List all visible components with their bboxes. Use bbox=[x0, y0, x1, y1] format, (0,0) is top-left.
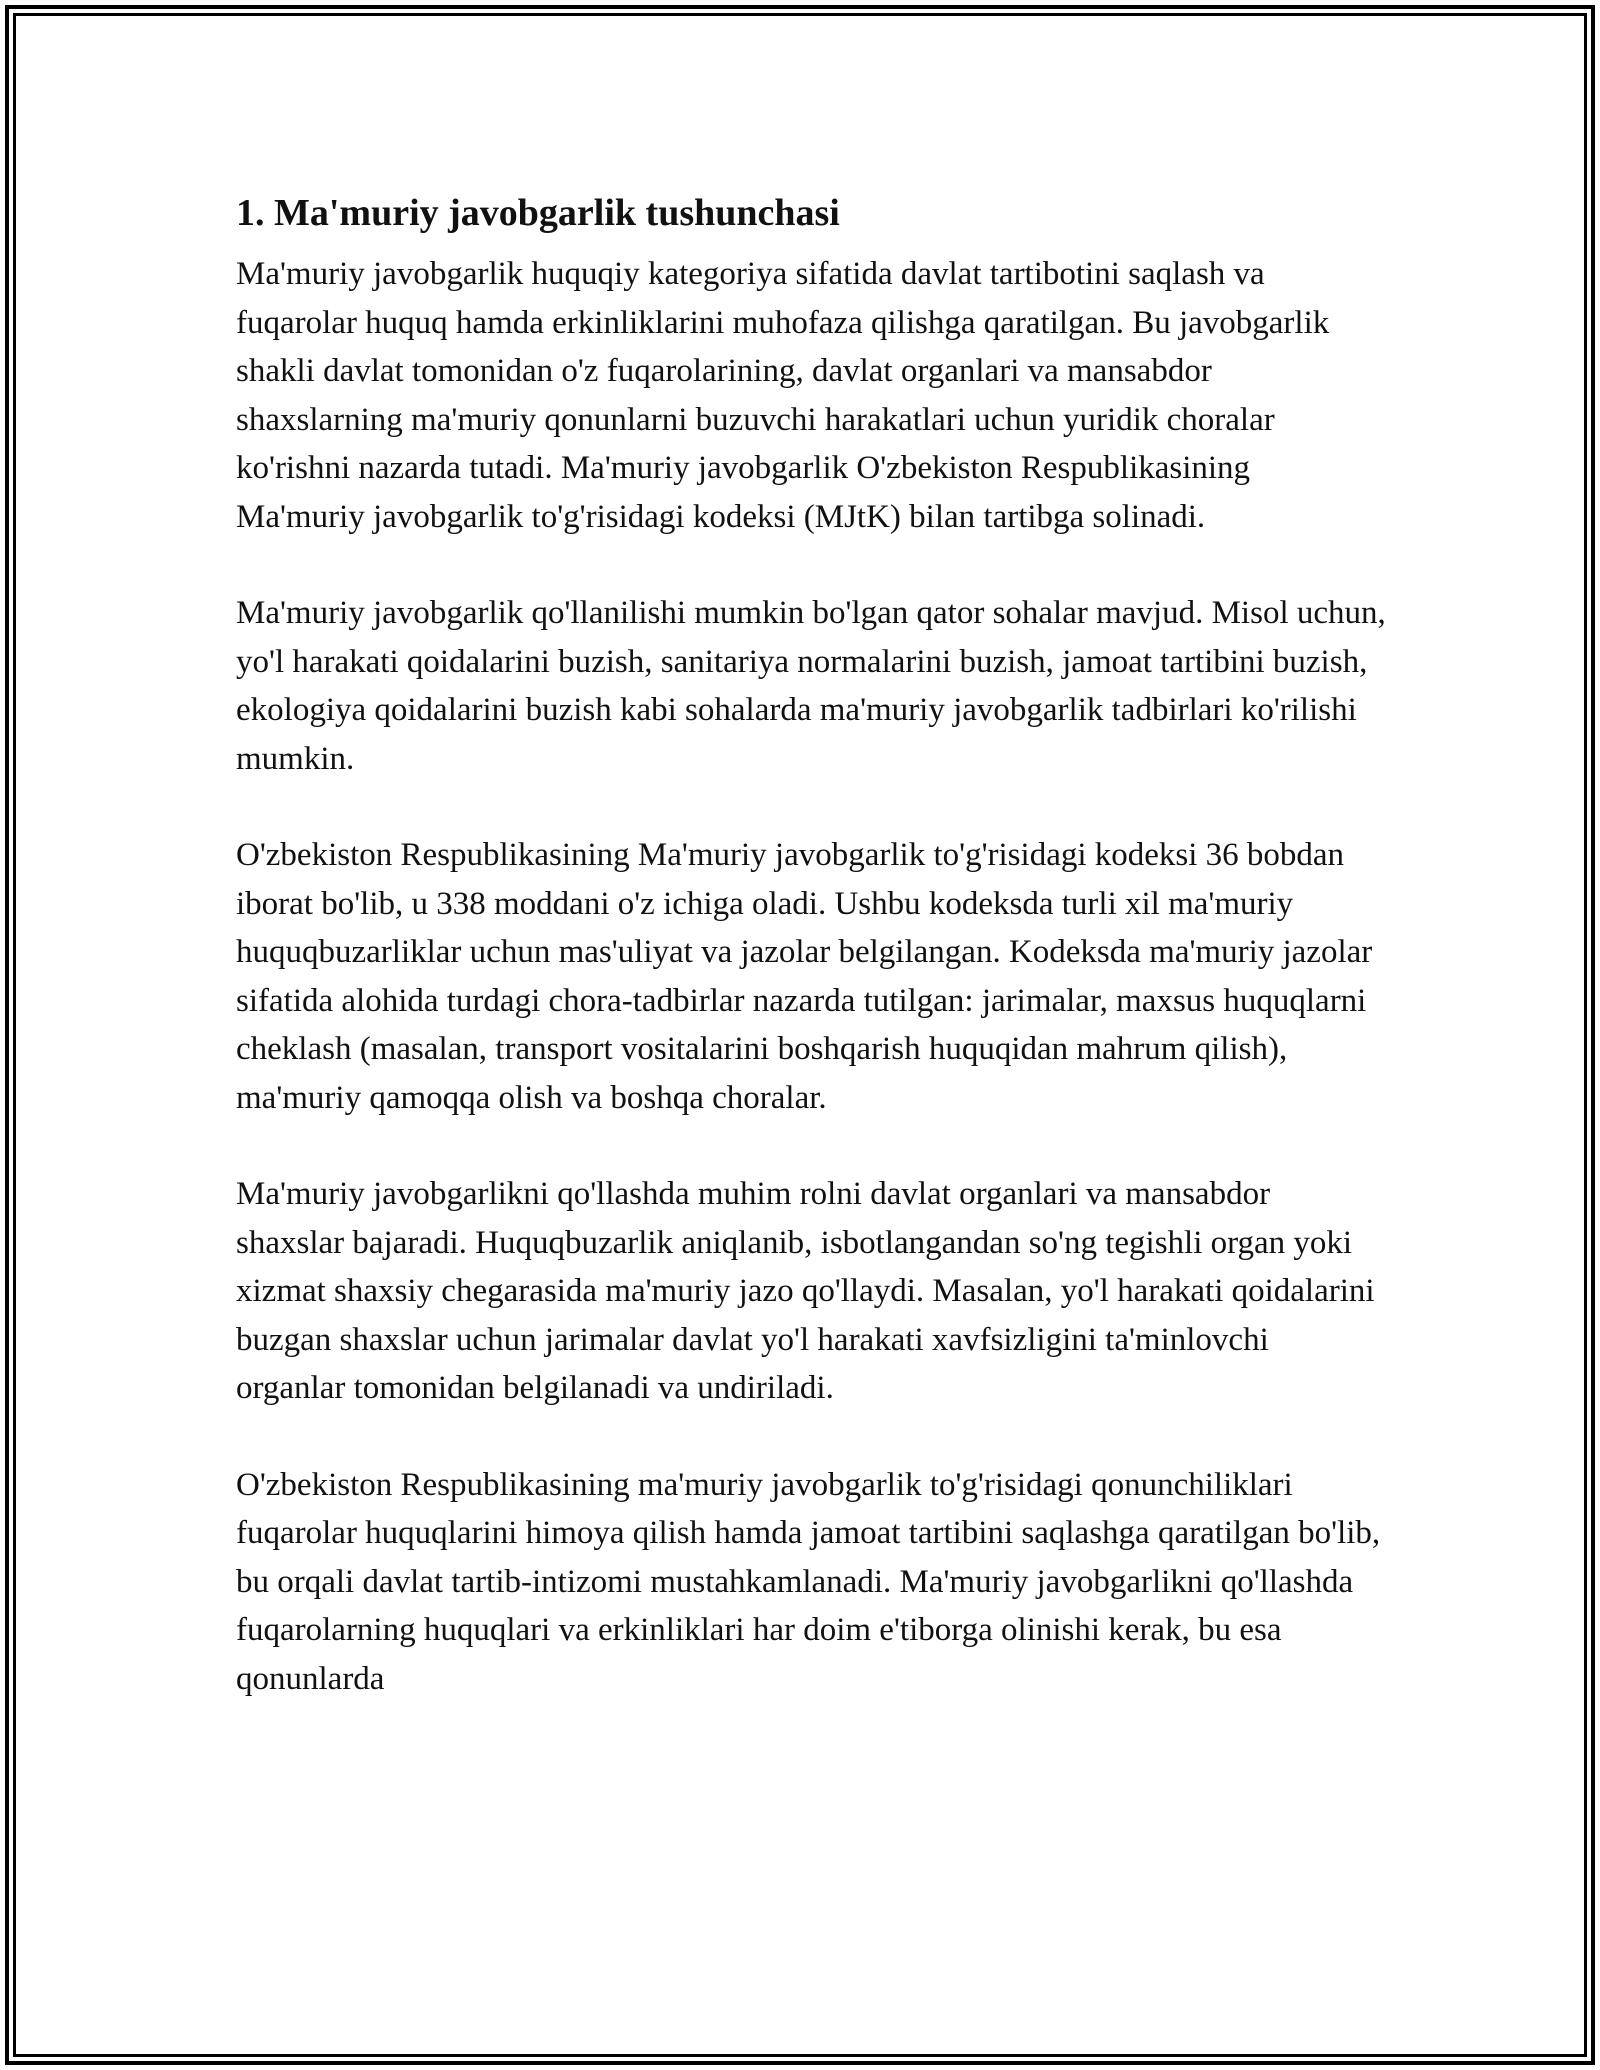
paragraph-2: Ma'muriy javobgarlik qo'llanilishi mumkin bo'lgan qator sohalar mavjud. Misol uchun, yo'l harakati qoidalarini buzish, sanitariya normalarini buzish, jamoat tartibini buzish, ekologiya qoidalarini buzish kabi sohalarda ma'muriy javobgarlik tadbirlari ko'rilishi mumkin. bbox=[236, 595, 1386, 777]
section-heading: 1. Ma'muriy javobgarlik tushunchasi bbox=[236, 192, 840, 234]
document-body bbox=[236, 184, 1386, 1751]
paragraph-5: O'zbekiston Respublikasining ma'muriy javobgarlik to'g'risidagi qonunchiliklari fuqarolar huquqlarini himoya qilish hamda jamoat tartibini saqlashga qaratilgan bo'lib, bu orqali davlat tartib-intizomi mustahkamlanadi. Ma'muriy javobgarlikni qo'llashda fuqarolarning huquqlari va erkinliklari har doim e'tiborga olinishi kerak, bu esa qonunlarda bbox=[236, 1466, 1381, 1697]
paragraph-4: Ma'muriy javobgarlikni qo'llashda muhim rolni davlat organlari va mansabdor shaxslar bajaradi. Huquqbuzarlik aniqlanib, isbotlangandan so'ng tegishli organ yoki xizmat shaxsiy chegarasida ma'muriy jazo qo'llaydi. Masalan, yo'l harakati qoidalarini buzgan shaxslar uchun jarimalar davlat yo'l harakati xavfsizligini ta'minlovchi organlar tomonidan belgilanadi va undiriladi. bbox=[236, 1176, 1375, 1406]
paragraph-3: O'zbekiston Respublikasining Ma'muriy javobgarlik to'g'risidagi kodeksi 36 bobdan iborat bo'lib, u 338 moddani o'z ichiga oladi. Ushbu kodeksda turli xil ma'muriy huquqbuzarliklar uchun mas'uliyat va jazolar belgilangan. Kodeksda ma'muriy jazolar sifatida alohida turdagi chora-tadbirlar nazarda tutilgan: jarimalar, maxsus huquqlarni cheklash (masalan, transport vositalarini boshqarish huquqidan mahrum qilish), ma'muriy qamoqqa olish va boshqa choralar. bbox=[236, 837, 1373, 1116]
paragraph-1: Ma'muriy javobgarlik huquqiy kategoriya sifatida davlat tartibotini saqlash va fuqarolar huquq hamda erkinliklarini muhofaza qilishga qaratilgan. Bu javobgarlik shakli davlat tomonidan o'z fuqarolarining, davlat organlari va mansabdor shaxslarning ma'muriy qonunlarni buzuvchi harakatlari uchun yuridik choralar ko'rishni nazarda tutadi. Ma'muriy javobgarlik O'zbekiston Respublikasining Ma'muriy javobgarlik to'g'risidagi kodeksi (MJtK) bilan tartibga solinadi. bbox=[236, 256, 1330, 535]
